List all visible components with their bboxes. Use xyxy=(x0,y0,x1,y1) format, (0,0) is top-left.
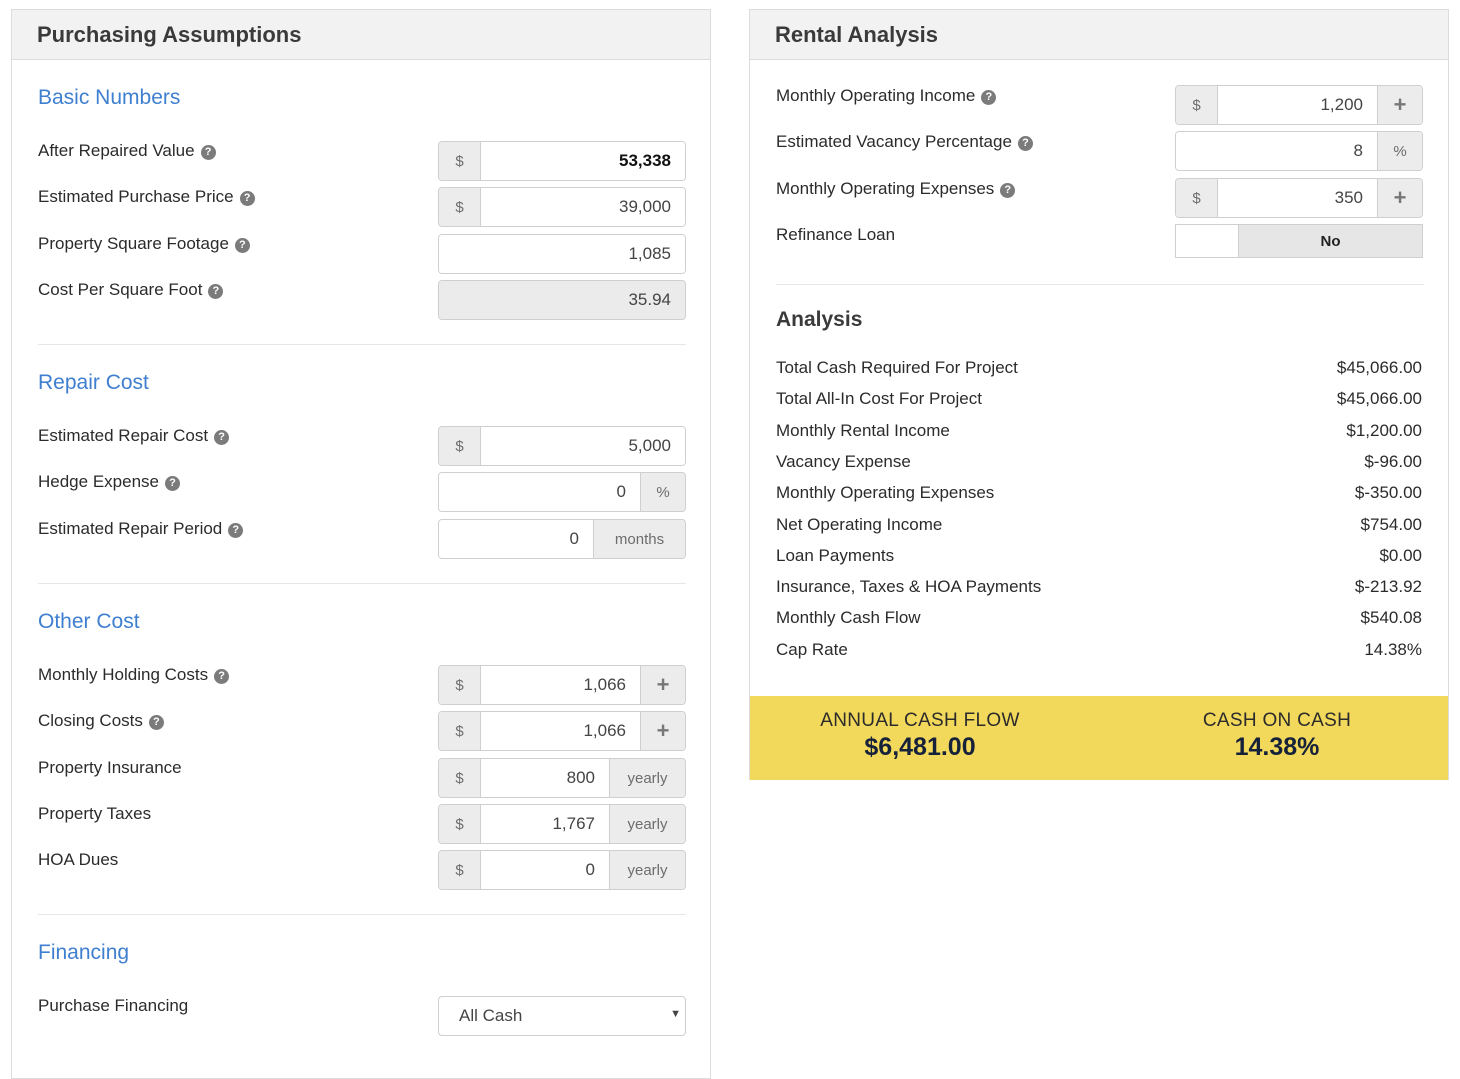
monthly-operating-income-input[interactable]: 1,200 xyxy=(1218,86,1377,124)
field-label-cost-per-square-foot: Cost Per Square Foot ? xyxy=(38,280,223,300)
toggle-state-label: No xyxy=(1239,225,1422,257)
estimated-repair-cost-input-group xyxy=(438,426,686,466)
property-square-footage-input[interactable]: 1,085 xyxy=(439,235,685,273)
hoa-dues-input-group xyxy=(438,850,686,890)
currency-prefix: $ xyxy=(1176,86,1218,124)
field-label-refinance-loan: Refinance Loan xyxy=(776,225,896,244)
cash-on-cash-summary xyxy=(1172,710,1382,762)
cash-on-cash-label: CASH ON CASH xyxy=(1202,710,1352,731)
refinance-loan-toggle[interactable] xyxy=(1175,224,1423,258)
currency-prefix: $ xyxy=(439,805,481,843)
rental-analysis-panel xyxy=(749,9,1449,780)
yearly-suffix: yearly xyxy=(609,851,685,889)
field-label-estimated-vacancy-percentage: Estimated Vacancy Percentage ? xyxy=(776,132,1033,152)
closing-costs-input[interactable]: 1,066 xyxy=(481,712,640,750)
purchasing-assumptions-panel xyxy=(11,9,711,1079)
help-icon[interactable]: ? xyxy=(235,238,250,253)
estimated-repair-cost-input[interactable]: 5,000 xyxy=(481,427,685,465)
help-icon[interactable]: ? xyxy=(981,90,996,105)
hedge-expense-input[interactable]: 0 xyxy=(439,473,640,511)
section-divider xyxy=(776,284,1424,285)
analysis-row-value: 14.38% xyxy=(1364,640,1422,659)
property-taxes-input[interactable]: 1,767 xyxy=(481,805,609,843)
hoa-dues-input[interactable]: 0 xyxy=(481,851,609,889)
section-title-other-cost: Other Cost xyxy=(38,610,140,633)
help-icon[interactable]: ? xyxy=(240,191,255,206)
field-label-monthly-operating-income: Monthly Operating Income ? xyxy=(776,86,996,106)
plus-icon[interactable]: + xyxy=(640,712,685,750)
summary-bar xyxy=(750,696,1448,780)
estimated-vacancy-percentage-input-group xyxy=(1175,131,1423,171)
monthly-operating-expenses-input-group xyxy=(1175,178,1423,218)
section-divider xyxy=(38,344,686,345)
cost-per-square-foot-input-group xyxy=(438,280,686,320)
property-insurance-input-group xyxy=(438,758,686,798)
analysis-row-label: Net Operating Income xyxy=(776,515,943,534)
cash-on-cash-value: 14.38% xyxy=(1234,733,1320,761)
field-label-monthly-holding-costs: Monthly Holding Costs ? xyxy=(38,665,229,685)
yearly-suffix: yearly xyxy=(609,759,685,797)
section-title-financing: Financing xyxy=(38,941,130,964)
help-icon[interactable]: ? xyxy=(1000,183,1015,198)
field-label-monthly-operating-expenses: Monthly Operating Expenses ? xyxy=(776,179,1015,199)
analysis-row-value: $540.08 xyxy=(1360,608,1422,627)
analysis-row-value: $1,200.00 xyxy=(1346,421,1422,440)
cost-per-square-foot-readonly: 35.94 xyxy=(439,281,685,319)
help-icon[interactable]: ? xyxy=(1018,136,1033,151)
monthly-operating-income-input-group xyxy=(1175,85,1423,125)
help-icon[interactable]: ? xyxy=(214,430,229,445)
yearly-suffix: yearly xyxy=(609,805,685,843)
help-icon[interactable]: ? xyxy=(214,669,229,684)
section-divider xyxy=(38,914,686,915)
monthly-operating-expenses-input[interactable]: 350 xyxy=(1218,179,1377,217)
analysis-row-value: $754.00 xyxy=(1360,515,1422,534)
monthly-holding-costs-input[interactable]: 1,066 xyxy=(481,666,640,704)
panel-title: Rental Analysis xyxy=(750,10,1448,60)
analysis-row-label: Loan Payments xyxy=(776,546,895,565)
after-repaired-value-input-group xyxy=(438,141,686,181)
currency-prefix: $ xyxy=(439,666,481,704)
analysis-row-label: Total Cash Required For Project xyxy=(776,358,1018,377)
section-title-repair-cost: Repair Cost xyxy=(38,371,149,394)
panel-title: Purchasing Assumptions xyxy=(12,10,710,60)
analysis-row-value: $-213.92 xyxy=(1354,577,1422,596)
field-label-hoa-dues: HOA Dues xyxy=(38,850,119,869)
help-icon[interactable]: ? xyxy=(208,284,223,299)
estimated-purchase-price-input-group xyxy=(438,187,686,227)
currency-prefix: $ xyxy=(439,427,481,465)
plus-icon[interactable]: + xyxy=(1377,86,1422,124)
analysis-row-value: $-350.00 xyxy=(1354,483,1422,502)
estimated-repair-period-input-group xyxy=(438,519,686,559)
analysis-row-label: Insurance, Taxes & HOA Payments xyxy=(776,577,1042,596)
annual-cash-flow-summary xyxy=(810,710,1030,762)
analysis-row-value: $45,066.00 xyxy=(1336,389,1422,408)
analysis-row-label: Monthly Operating Expenses xyxy=(776,483,995,502)
help-icon[interactable]: ? xyxy=(201,145,216,160)
property-insurance-input[interactable]: 800 xyxy=(481,759,609,797)
after-repaired-value-input[interactable]: 53,338 xyxy=(481,142,685,180)
analysis-row-value: $45,066.00 xyxy=(1336,358,1422,377)
field-label-hedge-expense: Hedge Expense ? xyxy=(38,472,180,492)
currency-prefix: $ xyxy=(1176,179,1218,217)
analysis-title: Analysis xyxy=(776,308,863,331)
plus-icon[interactable]: + xyxy=(640,666,685,704)
field-label-purchase-financing: Purchase Financing xyxy=(38,996,189,1015)
percent-suffix: % xyxy=(640,473,685,511)
currency-prefix: $ xyxy=(439,759,481,797)
analysis-row-label: Monthly Cash Flow xyxy=(776,608,921,627)
purchase-financing-selected-value: All Cash xyxy=(459,1006,523,1025)
annual-cash-flow-value: $6,481.00 xyxy=(864,733,976,761)
plus-icon[interactable]: + xyxy=(1377,179,1422,217)
monthly-holding-costs-input-group xyxy=(438,665,686,705)
help-icon[interactable]: ? xyxy=(149,715,164,730)
currency-prefix: $ xyxy=(439,142,481,180)
field-label-after-repaired-value: After Repaired Value ? xyxy=(38,141,216,161)
field-label-estimated-repair-cost: Estimated Repair Cost ? xyxy=(38,426,229,446)
field-label-closing-costs: Closing Costs ? xyxy=(38,711,164,731)
estimated-repair-period-input[interactable]: 0 xyxy=(439,520,593,558)
analysis-row-label: Total All-In Cost For Project xyxy=(776,389,982,408)
estimated-vacancy-percentage-input[interactable]: 8 xyxy=(1176,132,1377,170)
toggle-track xyxy=(1176,225,1239,257)
analysis-row-label: Cap Rate xyxy=(776,640,848,659)
hedge-expense-input-group xyxy=(438,472,686,512)
caret-down-icon: ▼ xyxy=(670,1008,681,1020)
currency-prefix: $ xyxy=(439,712,481,750)
field-label-property-square-footage: Property Square Footage ? xyxy=(38,234,250,254)
property-taxes-input-group xyxy=(438,804,686,844)
field-label-property-insurance: Property Insurance xyxy=(38,758,182,777)
percent-suffix: % xyxy=(1377,132,1422,170)
section-title-basic-numbers: Basic Numbers xyxy=(38,86,181,109)
currency-prefix: $ xyxy=(439,851,481,889)
section-divider xyxy=(38,583,686,584)
property-square-footage-input-group xyxy=(438,234,686,274)
help-icon[interactable]: ? xyxy=(165,476,180,491)
currency-prefix: $ xyxy=(439,188,481,226)
analysis-row-value: $0.00 xyxy=(1379,546,1422,565)
field-label-property-taxes: Property Taxes xyxy=(38,804,152,823)
analysis-row-label: Monthly Rental Income xyxy=(776,421,950,440)
analysis-row-value: $-96.00 xyxy=(1364,452,1422,471)
help-icon[interactable]: ? xyxy=(228,523,243,538)
estimated-purchase-price-input[interactable]: 39,000 xyxy=(481,188,685,226)
field-label-estimated-repair-period: Estimated Repair Period ? xyxy=(38,519,243,539)
field-label-estimated-purchase-price: Estimated Purchase Price ? xyxy=(38,187,255,207)
purchase-financing-select[interactable] xyxy=(438,996,686,1036)
closing-costs-input-group xyxy=(438,711,686,751)
analysis-row-label: Vacancy Expense xyxy=(776,452,911,471)
annual-cash-flow-label: ANNUAL CASH FLOW xyxy=(820,710,1020,731)
months-suffix: months xyxy=(593,520,685,558)
